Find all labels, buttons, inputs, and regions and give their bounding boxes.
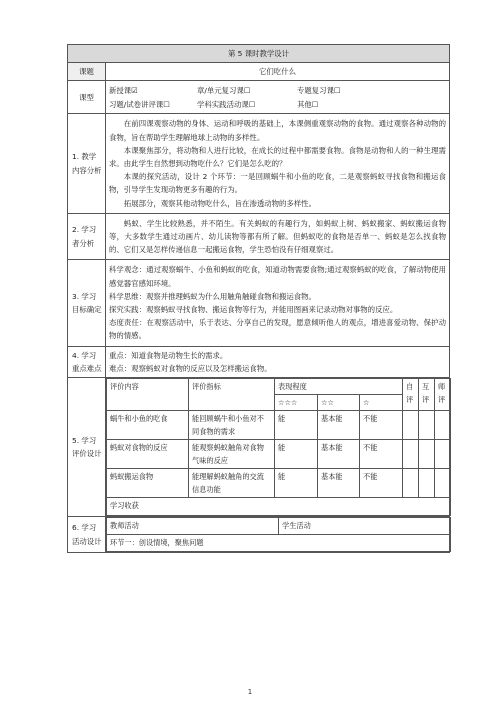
content-analysis-text: [106, 114, 450, 213]
type-option[interactable]: 学科实践活动课☐: [197, 99, 256, 109]
eval-content: 蚂蚁对食物的反应: [107, 440, 189, 469]
paragraph: 本课的探究活动，设计 2 个环节：一是回顾蜗牛和小鱼的吃食，二是观察蚂蚁寻找食物和搬运食物，引导学生发现动物更多有趣的行为。: [109, 172, 447, 195]
eval-level: 不能: [360, 440, 403, 469]
eval-header-level: 表现程度: [275, 379, 403, 395]
star-rating-1: ☆: [360, 395, 403, 411]
activity-design-label: 6. 学习活动设计: [68, 517, 106, 553]
eval-indicator: 能理解蚂蚁触角的交流信息功能: [189, 469, 275, 498]
peer-score-cell[interactable]: [419, 411, 435, 440]
evaluation-label: 5. 学习评价设计: [68, 378, 106, 517]
eval-level: 基本能: [318, 411, 360, 440]
learner-analysis-label: 2. 学习者分析: [68, 213, 106, 260]
eval-level: 基本能: [318, 440, 360, 469]
lesson-type-options: [106, 81, 450, 114]
star-rating-2: ☆☆: [318, 395, 360, 411]
goal-line: 态度责任：在观察活动中，乐于表达、分享自己的发现，愿意倾听他人的观点，增进喜爱动物、保护动物的情感。: [109, 318, 447, 341]
teacher-score-cell[interactable]: [435, 469, 451, 498]
teacher-score-cell[interactable]: [435, 440, 451, 469]
lesson-type-label: 课型: [68, 81, 106, 114]
self-score-cell[interactable]: [403, 440, 419, 469]
eval-content: 蚂蚁搬运食物: [107, 469, 189, 498]
type-option[interactable]: 专题复习课☐: [297, 85, 341, 95]
goal-line: 探究实践：观察蚂蚁寻找食物、搬运食物等行为，并能用图画来记录动物对事物的反应。: [109, 305, 398, 315]
eval-level: 能: [275, 469, 318, 498]
type-option[interactable]: 章/单元复习课☐: [197, 85, 251, 95]
eval-header-indicator: 评价指标: [189, 379, 275, 411]
activity-segment: 环节一：创设情境，聚焦问题: [107, 535, 451, 552]
eval-level: 不能: [360, 411, 403, 440]
document-title: 第 5 课时教学设计: [68, 45, 450, 63]
goal-line: 科学思维：观察并推理蚂蚁为什么用触角触碰食物和搬运食物。: [109, 291, 316, 301]
key-point-line: 难点：观察蚂蚁对食物的反应以及怎样搬运食物。: [109, 363, 272, 373]
key-points-label: 4. 学习重点难点: [68, 346, 106, 377]
student-activity-header: 学生活动: [279, 518, 451, 535]
type-option[interactable]: 其他☐: [297, 99, 319, 109]
eval-level: 能: [275, 440, 318, 469]
lesson-plan-table: [67, 44, 450, 553]
eval-header-self: 自评: [403, 379, 419, 411]
teacher-score-cell[interactable]: [435, 411, 451, 440]
paragraph: 在前四课观察动物的身体、运动和呼吸的基础上，本课侧重观察动物的食物。通过观察各种动物的食物，旨在帮助学生理解地球上动物的多样性。: [109, 119, 447, 142]
learner-analysis-text: 蚂蚁、学生比较熟悉，并不陌生。有关蚂蚁的有趣行为，如蚂蚁上树、蚂蚁搬家、蚂蚁搬运食物等，大多数学生通过动画片、幼儿读物等都有所了解。但蚂蚁吃的食物是否单一、蚂蚁是怎么找食物的、它们又是怎样传递信息一起搬运食物，学生恐怕没有仔细观察过。: [109, 218, 447, 255]
teacher-activity-header: 教师活动: [107, 518, 279, 535]
type-option[interactable]: 习题/试卷讲评课☐: [109, 99, 170, 109]
eval-header-content: 评价内容: [107, 379, 189, 411]
eval-indicator: 能回顾蜗牛和小鱼对不同食物的需求: [189, 411, 275, 440]
peer-score-cell[interactable]: [419, 440, 435, 469]
type-option[interactable]: 新授课☑: [109, 85, 138, 95]
star-rating-3: ☆☆☆: [275, 395, 318, 411]
lesson-plan-document: [67, 44, 449, 553]
page-number: 1: [247, 688, 253, 696]
paragraph: 本课聚焦部分，将动物和人进行比较，在成长的过程中都需要食物。食物是动物和人的一种生理需求。由此学生自然想到动物吃什么？它们是怎么吃的？: [109, 145, 447, 169]
self-score-cell[interactable]: [403, 411, 419, 440]
eval-content: 蜗牛和小鱼的吃食: [107, 411, 189, 440]
eval-indicator: 能观察蚂蚁触角对食物气味的反应: [189, 440, 275, 469]
peer-score-cell[interactable]: [419, 469, 435, 498]
eval-level: 不能: [360, 469, 403, 498]
eval-level: 基本能: [318, 469, 360, 498]
content-analysis-label: 1. 教学内容分析: [68, 114, 106, 213]
goal-line: 科学观念：通过观察蜗牛、小鱼和蚂蚁的吃食，知道动物需要食物;通过观察蚂蚁的吃食，了解动物使用感觉器官感知环境。: [109, 265, 447, 288]
eval-header-teacher: 师评: [435, 379, 451, 411]
paragraph: 拓展部分，观察其他动物吃什么，旨在渗透动物的多样性。: [123, 198, 316, 208]
topic-label: 课题: [68, 63, 106, 81]
topic-value: 它们吃什么: [106, 63, 450, 81]
learning-goals-label: 3. 学习目标确定: [68, 260, 106, 346]
eval-level: 能: [275, 411, 318, 440]
learning-harvest: 学习收获: [107, 498, 451, 516]
eval-header-peer: 互评: [419, 379, 435, 411]
activity-table: [106, 517, 451, 552]
self-score-cell[interactable]: [403, 469, 419, 498]
evaluation-table: [106, 378, 451, 516]
key-point-line: 重点：知道食物是动物生长的需求。: [109, 350, 228, 360]
